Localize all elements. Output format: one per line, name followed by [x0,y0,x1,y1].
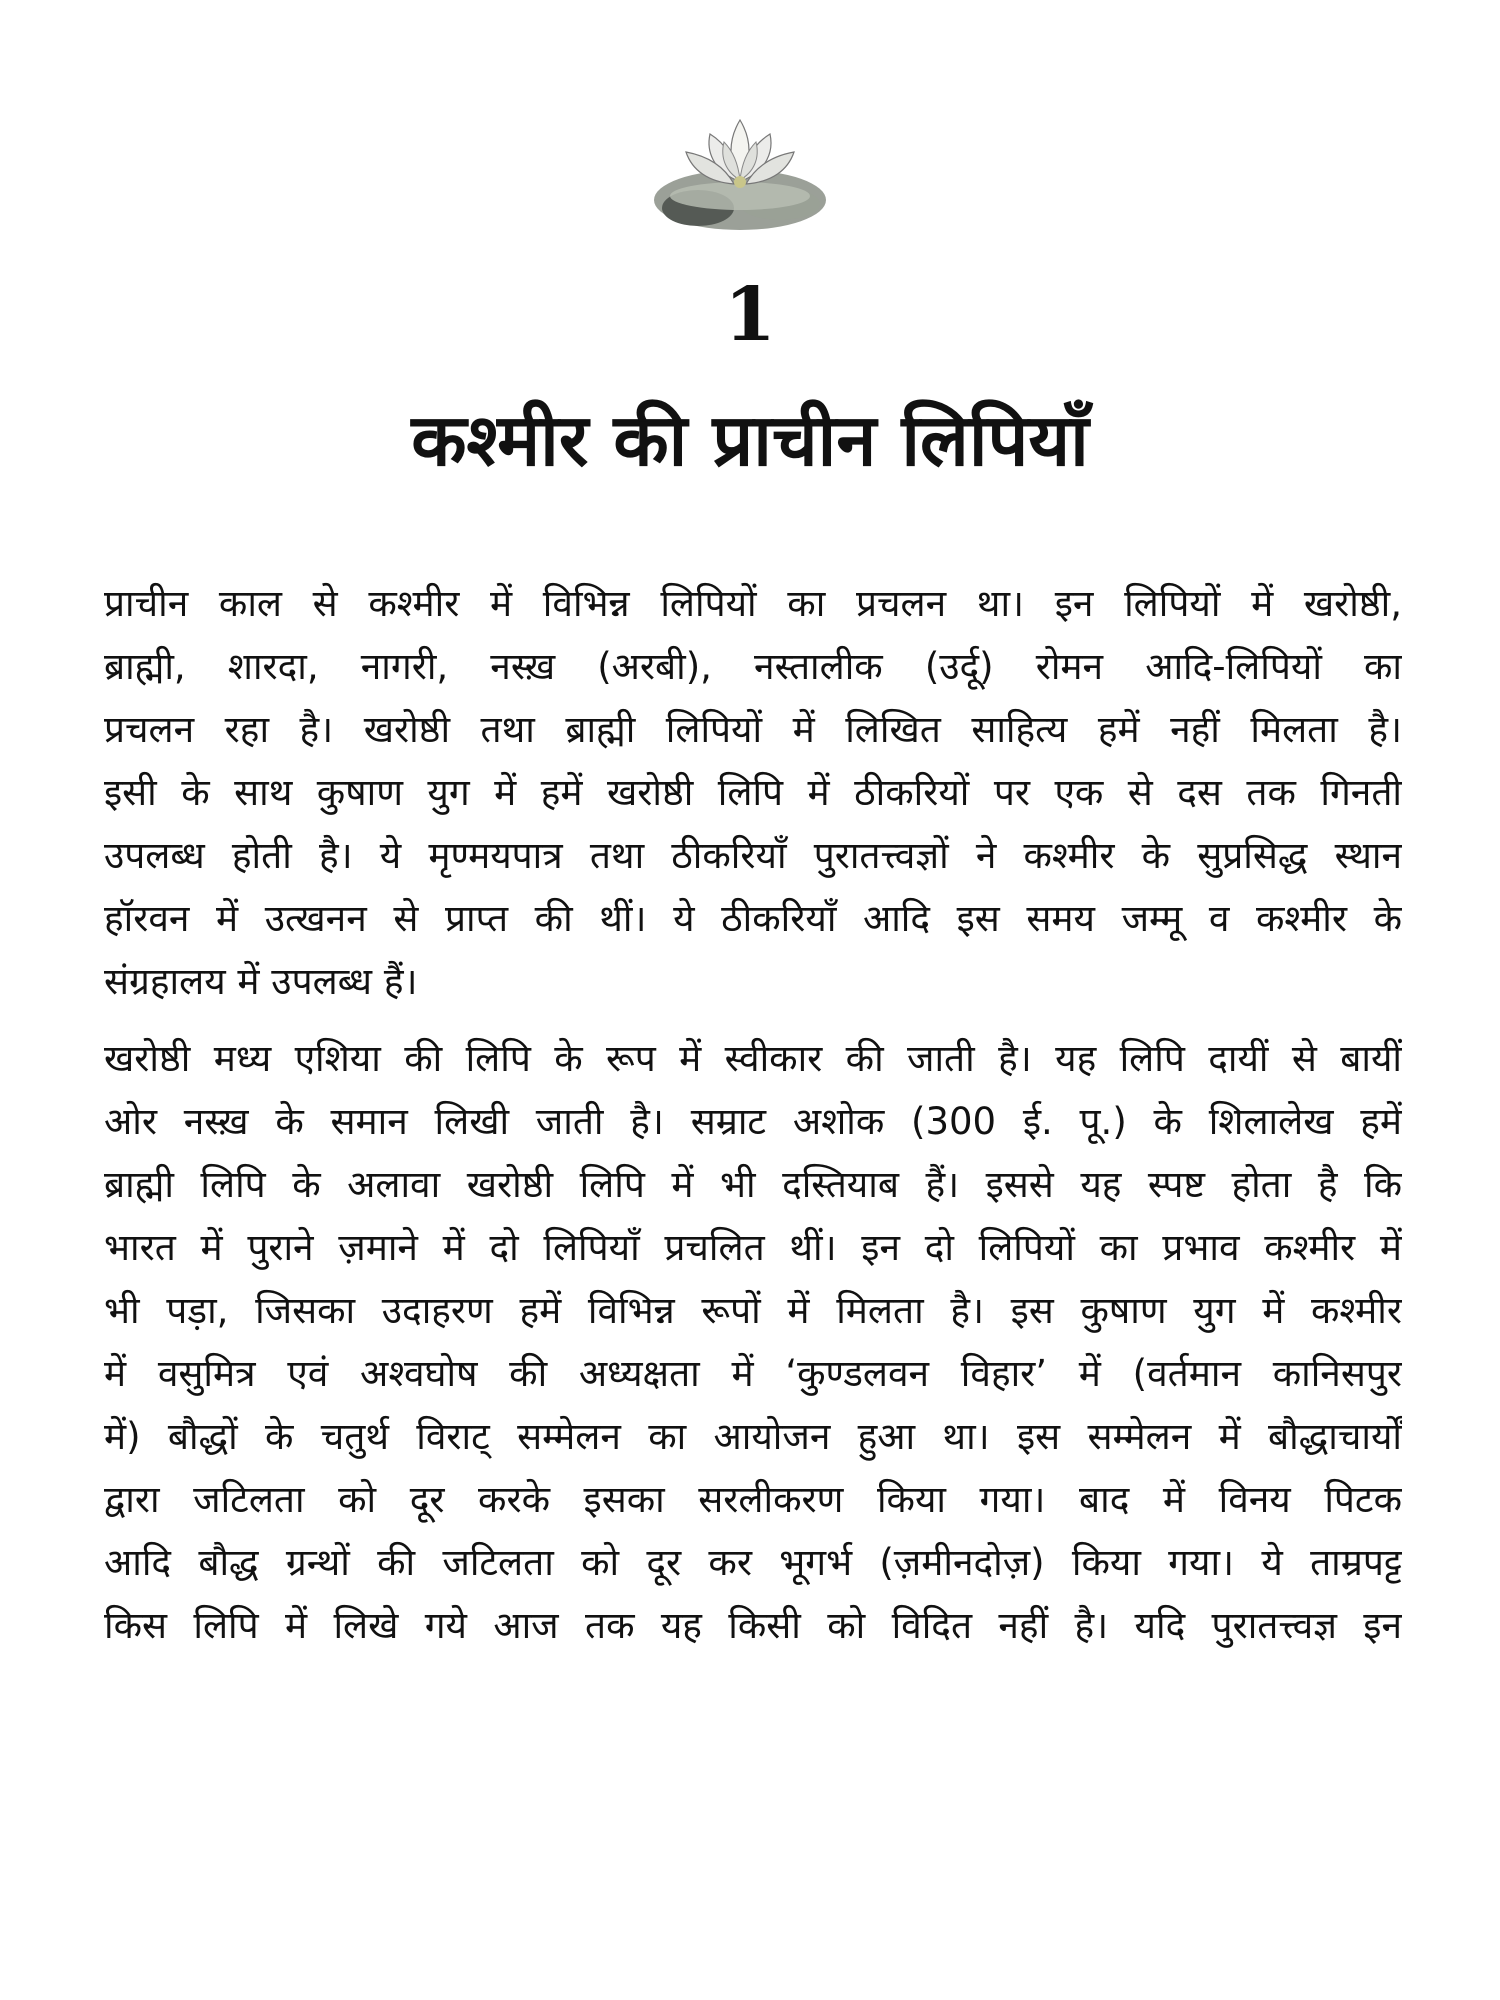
text-line: खरोष्ठी मध्य एशिया की लिपि के रूप में स्वीकार की जाती है। यह लिपि दायीं से बायीं [104,1037,1402,1080]
lotus-flower-illustration [640,100,840,240]
text-line: भारत में पुराने ज़माने में दो लिपियाँ प्रचलित थीं। इन दो लिपियों का प्रभाव कश्मीर में [104,1226,1402,1269]
text-line: इसी के साथ कुषाण युग में हमें खरोष्ठी लिपि में ठीकरियों पर एक से दस तक गिनती [104,771,1402,814]
paragraph-1 [104,572,1402,1013]
body-text [104,572,1402,1671]
text-line: भी पड़ा, जिसका उदाहरण हमें विभिन्न रूपों में मिलता है। इस कुषाण युग में कश्मीर [104,1289,1402,1332]
text-line: किस लिपि में लिखे गये आज तक यह किसी को विदित नहीं है। यदि पुरातत्त्वज्ञ इन [104,1604,1402,1647]
text-line: हॉरवन में उत्खनन से प्राप्त की थीं। ये ठीकरियाँ आदि इस समय जम्मू व कश्मीर के [104,897,1402,940]
text-line: में) बौद्धों के चतुर्थ विराट् सम्मेलन का आयोजन हुआ था। इस सम्मेलन में बौद्धाचार्यों [104,1415,1402,1458]
text-line: प्रचलन रहा है। खरोष्ठी तथा ब्राह्मी लिपियों में लिखित साहित्य हमें नहीं मिलता है। [104,708,1402,751]
text-line: में वसुमित्र एवं अश्वघोष की अध्यक्षता में ‘कुण्डलवन विहार’ में (वर्तमान कानिसपुर [104,1352,1402,1395]
text-line: ब्राह्मी, शारदा, नागरी, नस्ख़ (अरबी), नस्तालीक (उर्दू) रोमन आदि-लिपियों का [104,645,1402,688]
text-line: ब्राह्मी लिपि के अलावा खरोष्ठी लिपि में भी दस्तियाब हैं। इससे यह स्पष्ट होता है कि [104,1163,1402,1206]
chapter-number: 1 [724,272,776,358]
text-line: प्राचीन काल से कश्मीर में विभिन्न लिपियों का प्रचलन था। इन लिपियों में खरोष्ठी, [104,582,1402,625]
chapter-title: कश्मीर की प्राचीन लिपियाँ [411,398,1089,482]
text-line: द्वारा जटिलता को दूर करके इसका सरलीकरण किया गया। बाद में विनय पिटक [104,1478,1402,1521]
text-line: ओर नस्ख़ के समान लिखी जाती है। सम्राट अशोक (300 ई. पू.) के शिलालेख हमें [104,1100,1402,1143]
text-line: आदि बौद्ध ग्रन्थों की जटिलता को दूर कर भूगर्भ (ज़मीनदोज़) किया गया। ये ताम्रपट्ट [104,1541,1402,1584]
text-line: संग्रहालय में उपलब्ध हैं। [104,960,418,1003]
text-line: उपलब्ध होती है। ये मृण्मयपात्र तथा ठीकरियाँ पुरातत्त्वज्ञों ने कश्मीर के सुप्रसिद्ध स्थान [104,834,1402,877]
paragraph-2 [104,1027,1402,1657]
